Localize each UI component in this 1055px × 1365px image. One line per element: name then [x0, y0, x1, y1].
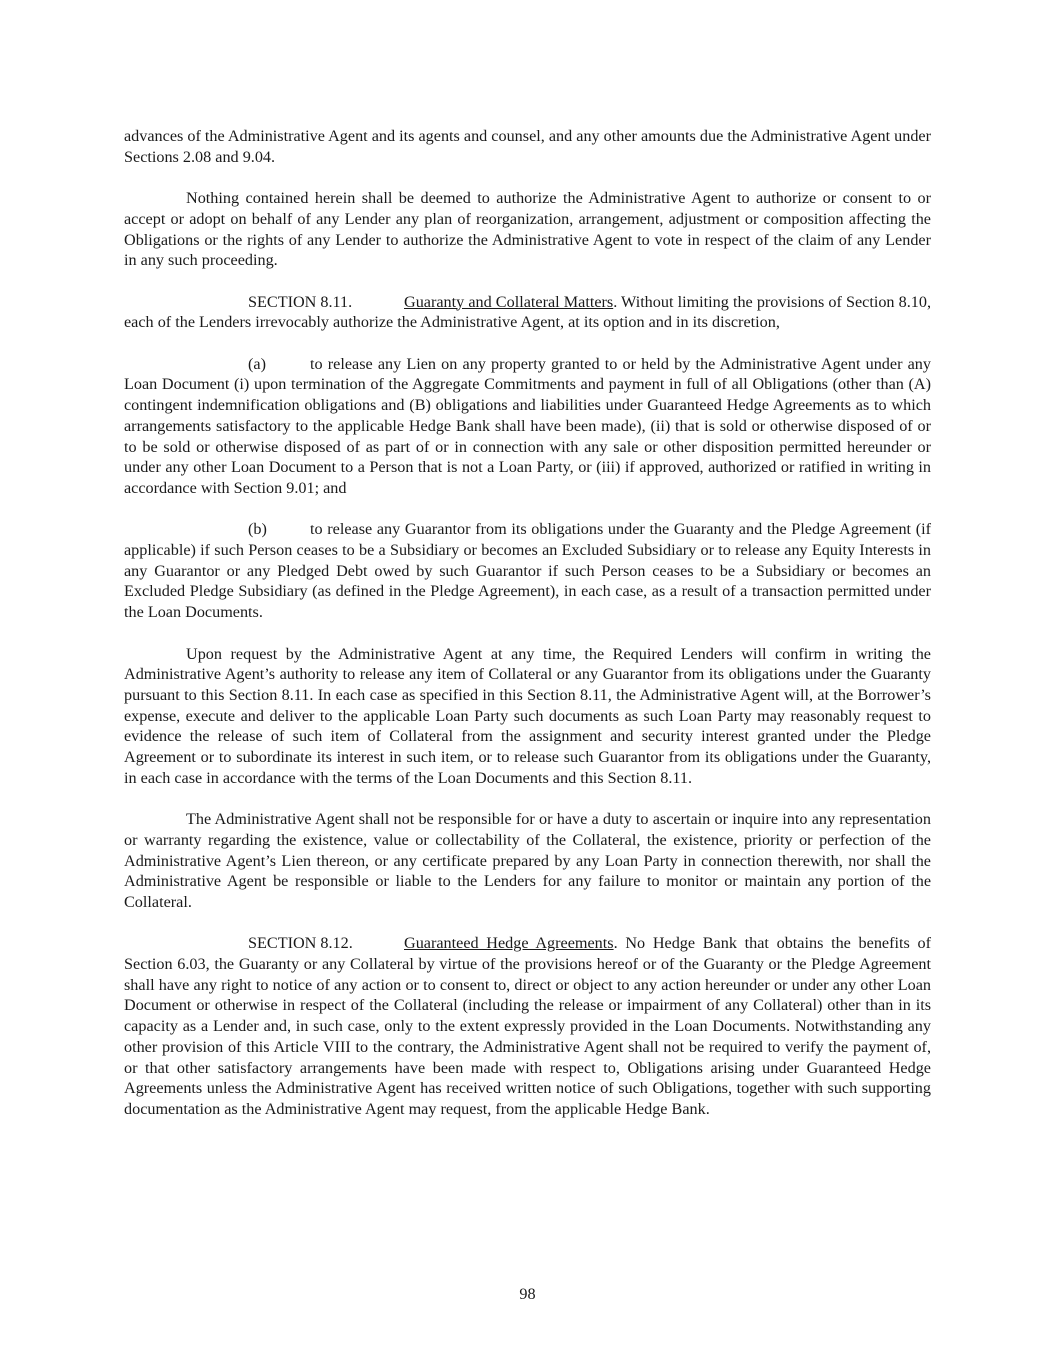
paragraph-upon-request: Upon request by the Administrative Agent at any time, the Required Lenders will confirm in writing the Administrative Agent’s authority to release any item of Collateral or any Guarantor from its obligations under the Guaranty pursuant to this Section 8.11. In each case as specified in this Section 8.11, the Administrative Agent will, at the Borrower’s expense, execute and deliver to the applicable Loan Party such documents as such Loan Party may reasonably request to evidence the release of such item of Collateral from the assignment and security interest granted under the Pledge Agreement or to subordinate its interest in such item, or to release such Guarantor from its obligations under the Guaranty, in each case in accordance with the terms of the Loan Documents and this Section 8.11.: [124, 644, 931, 787]
page-number: 98: [519, 1285, 536, 1303]
paragraph-nothing-contained: Nothing contained herein shall be deemed to authorize the Administrative Agent to authorize or consent to or accept or adopt on behalf of any Lender any plan of reorganization, arrangement, adjustment or composition affecting the Obligations or the rights of any Lender to authorize the Administrative Agent to vote in respect of the claim of any Lender in any such proceeding.: [124, 189, 931, 270]
section-8-11-title: Guaranty and Collateral Matters: [404, 292, 614, 311]
clause-a-label: (a): [248, 354, 266, 373]
paragraph-admin-agent-responsibility: The Administrative Agent shall not be responsible for or have a duty to ascertain or inquire into any representation or warranty regarding the existence, value or collectability of the Collateral, the existence, priority or perfection of the Administrative Agent’s Lien thereon, or any certificate prepared by any Loan Party in connection therewith, nor shall the Administrative Agent be responsible or liable to the Lenders for any failure to monitor or maintain any portion of the Collateral.: [124, 810, 931, 911]
document-page: [124, 126, 931, 1140]
clause-b-body: to release any Guarantor from its obligations under the Guaranty and the Pledge Agreement (if applicable) if such Person ceases to be a Subsidiary or becomes an Excluded Subsidiary or to release any Equity Interests in any Guarantor or any Pledged Debt owed by such Guarantor if such Person ceases to be a Subsidiary or becomes an Excluded Pledge Subsidiary (as defined in the Pledge Agreement), in each case, as a result of a transaction permitted under the Loan Documents.: [124, 520, 931, 622]
clause-b: [124, 519, 931, 623]
clause-a-body: to release any Lien on any property granted to or held by the Administrative Agent under any Loan Document (i) upon termination of the Aggregate Commitments and payment in full of all Obligations (other than (A) contingent indemnification obligations and (B) obligations and liabilities under Guaranteed Hedge Agreements as to which arrangements satisfactory to the applicable Hedge Bank shall have been made), (ii) that is sold or otherwise disposed of or to be sold or otherwise disposed of as part of or in connection with any sale or other disposition permitted hereunder or under any other Loan Document to a Person that is not a Loan Party, or (iii) if approved, authorized or ratified in writing in accordance with Section 9.01; and: [124, 354, 931, 497]
clause-b-label: (b): [248, 520, 267, 539]
section-8-11-body: . Without limiting the provisions of Section 8.10, each of the Lenders irrevocably authorize the Administrative Agent, at its option and in its discretion,: [124, 292, 932, 332]
paragraph-continuation: advances of the Administrative Agent and its agents and counsel, and any other amounts due the Administrative Agent under Sections 2.08 and 9.04.: [124, 127, 931, 166]
section-8-12: [124, 933, 931, 1119]
section-8-11-label: SECTION 8.11.: [248, 292, 353, 311]
section-8-12-label: SECTION 8.12.: [248, 934, 353, 953]
section-8-12-body: . No Hedge Bank that obtains the benefits of Section 6.03, the Guaranty or any Collateral by virtue of the provisions hereof or of the Guaranty or the Pledge Agreement shall have any right to notice of any action or to consent to, direct or object to any action hereunder or under any other Loan Document or otherwise in respect of the Collateral (including the release or impairment of any Collateral) other than in its capacity as a Lender and, in such case, only to the extent expressly provided in the Loan Documents. Notwithstanding any other provision of this Article VIII to the contrary, the Administrative Agent shall not be required to verify the payment of, or that other satisfactory arrangements have been made with respect to, Obligations arising under Guaranteed Hedge Agreements unless the Administrative Agent has received written notice of such Obligations, together with such supporting documentation as the Administrative Agent may request, from the applicable Hedge Bank.: [124, 934, 931, 1118]
section-8-12-title: Guaranteed Hedge Agreements: [404, 934, 614, 953]
section-8-11: [124, 292, 931, 333]
clause-a: [124, 354, 931, 499]
